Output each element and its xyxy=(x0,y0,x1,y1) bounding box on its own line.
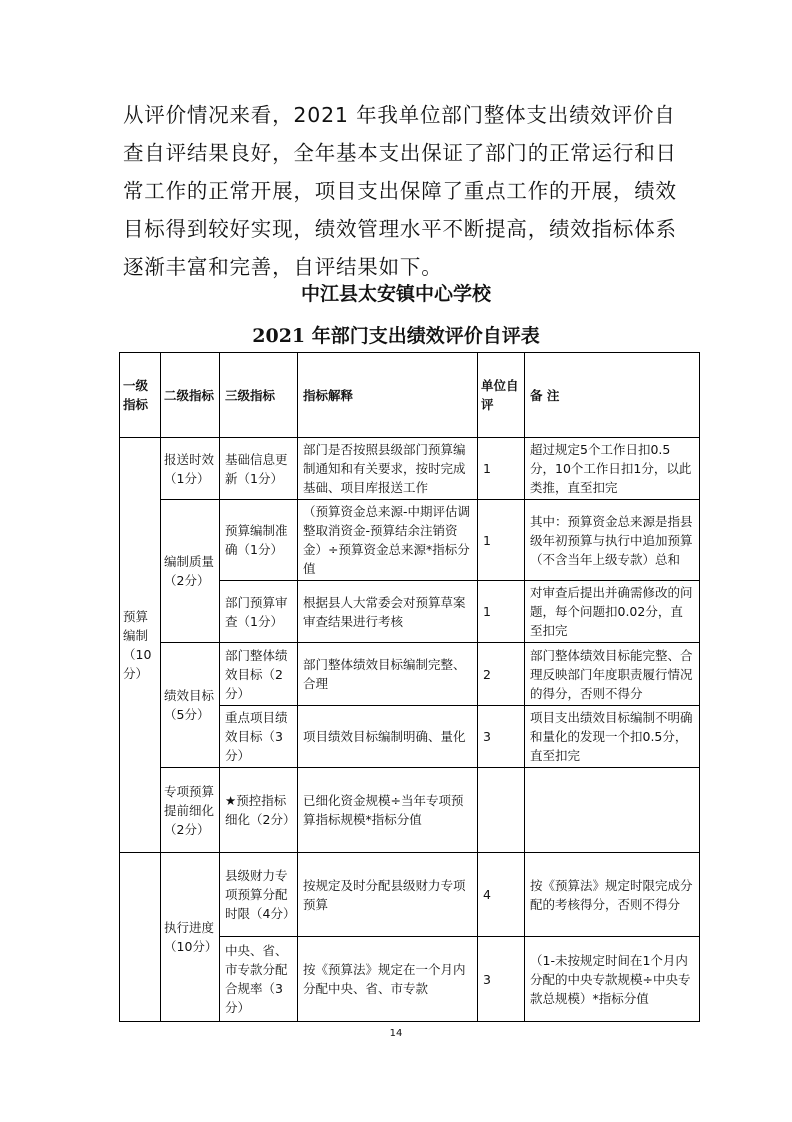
score-cell: 1 xyxy=(478,500,525,581)
note-cell: 超过规定5个工作日扣0.5分，10个工作日扣1分，以此类推，直至扣完 xyxy=(525,438,700,500)
intro-paragraph: 从评价情况来看，2021 年我单位部门整体支出绩效评价自查自评结果良好，全年基本支出保证了部门的正常运行和日常工作的正常开展，项目支出保障了重点工作的开展，绩效目标得到较好实现，绩效管理水平不断提高，绩效指标体系逐渐丰富和完善，自评结果如下。 xyxy=(123,103,677,279)
level2-execution-progress: 执行进度（10分） xyxy=(161,853,220,1022)
header-score: 单位自评 xyxy=(478,353,525,438)
score-cell: 4 xyxy=(478,853,525,937)
level2-special-budget-refinement: 专项预算提前细化（2分） xyxy=(161,768,220,853)
document-title-line2: 2021 年部门支出绩效评价自评表 xyxy=(252,325,540,347)
level2-submission-timeliness: 报送时效（1分） xyxy=(161,438,220,500)
score-cell: 1 xyxy=(478,438,525,500)
header-level1: 一级指标 xyxy=(120,353,161,438)
score-cell: 3 xyxy=(478,706,525,768)
explain-cell: 根据县人大常委会对预算草案审查结果进行考核 xyxy=(298,581,478,643)
table-row xyxy=(120,853,700,937)
note-cell: 按《预算法》规定时限完成分配的考核得分，否则不得分 xyxy=(525,853,700,937)
evaluation-table xyxy=(119,352,700,1022)
header-level2: 二级指标 xyxy=(161,353,220,438)
level1-execution xyxy=(120,853,161,1022)
explain-cell: 按《预算法》规定在一个月内分配中央、省、市专款 xyxy=(298,937,478,1022)
level3-cell: 县级财力专项预算分配时限（4分） xyxy=(220,853,298,937)
explain-cell: （预算资金总来源-中期评估调整取消资金-预算结余注销资金）÷预算资金总来源*指标分值 xyxy=(298,500,478,581)
level3-cell: 中央、省、市专款分配合规率（3分） xyxy=(220,937,298,1022)
level3-cell: 预算编制准确（1分） xyxy=(220,500,298,581)
table-row xyxy=(120,500,700,581)
score-cell: 2 xyxy=(478,643,525,706)
note-cell xyxy=(525,768,700,853)
explain-cell: 已细化资金规模÷当年专项预算指标规模*指标分值 xyxy=(298,768,478,853)
note-cell: 项目支出绩效目标编制不明确和量化的发现一个扣0.5分，直至扣完 xyxy=(525,706,700,768)
table-row xyxy=(120,643,700,706)
explain-cell: 部门是否按照县级部门预算编制通知和有关要求，按时完成基础、项目库报送工作 xyxy=(298,438,478,500)
explain-cell: 按规定及时分配县级财力专项预算 xyxy=(298,853,478,937)
level2-compilation-quality: 编制质量（2分） xyxy=(161,500,220,643)
note-cell: （1-未按规定时间在1个月内分配的中央专款规模÷中央专款总规模）*指标分值 xyxy=(525,937,700,1022)
document-title-line1: 中江县太安镇中心学校 xyxy=(300,283,491,305)
header-note: 备 注 xyxy=(525,353,700,438)
note-cell: 对审查后提出并确需修改的问题，每个问题扣0.02分，直至扣完 xyxy=(525,581,700,643)
score-cell: 1 xyxy=(478,581,525,643)
level3-cell: 部门预算审查（1分） xyxy=(220,581,298,643)
note-cell: 其中：预算资金总来源是指县级年初预算与执行中追加预算（不含当年上级专款）总和 xyxy=(525,500,700,581)
level2-performance-goals: 绩效目标（5分） xyxy=(161,643,220,768)
explain-cell: 项目绩效目标编制明确、量化 xyxy=(298,706,478,768)
level3-cell: ★预控指标细化（2分） xyxy=(220,768,298,853)
table-row xyxy=(120,768,700,853)
page-number: 14 xyxy=(389,1028,403,1039)
header-level3: 三级指标 xyxy=(220,353,298,438)
header-explain: 指标解释 xyxy=(298,353,478,438)
level3-cell: 部门整体绩效目标（2分） xyxy=(220,643,298,706)
table-row xyxy=(120,438,700,500)
level1-budget-compilation: 预算编制（10分） xyxy=(120,438,161,853)
level3-cell: 重点项目绩效目标（3分） xyxy=(220,706,298,768)
explain-cell: 部门整体绩效目标编制完整、合理 xyxy=(298,643,478,706)
note-cell: 部门整体绩效目标能完整、合理反映部门年度职责履行情况的得分，否则不得分 xyxy=(525,643,700,706)
table-header-row xyxy=(120,353,700,438)
score-cell: 3 xyxy=(478,937,525,1022)
score-cell xyxy=(478,768,525,853)
level3-cell: 基础信息更新（1分） xyxy=(220,438,298,500)
